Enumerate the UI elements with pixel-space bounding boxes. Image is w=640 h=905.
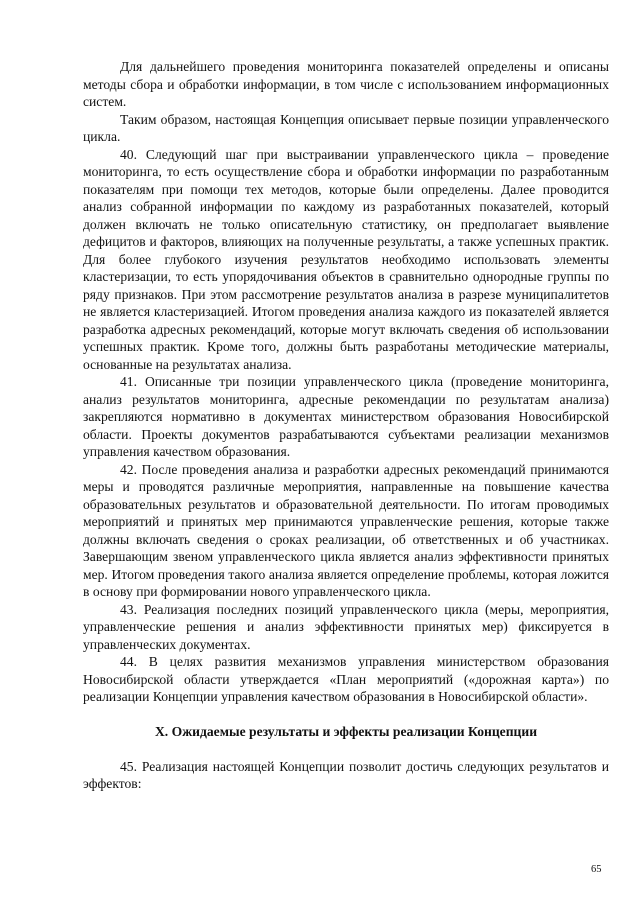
paragraph-41: 41. Описанные три позиции управленческого цикла (проведение мониторинга, анализ результатов мониторинга, адресные рекомендации по результатам анализа) закрепляются нормативно в документах министерством образования Новосибирской области. Проекты документов разрабатываются субъектами реализации механизмов управления качеством образования. <box>83 374 609 459</box>
paragraph-45: 45. Реализация настоящей Концепции позволит достичь следующих результатов и эффектов: <box>83 758 609 791</box>
page-number: 65 <box>591 864 602 875</box>
document-page <box>83 58 609 793</box>
paragraph-monitoring-methods: Для дальнейшего проведения мониторинга показателей определены и описаны методы сбора и обработки информации, в том числе с использованием информационных систем. <box>83 59 609 109</box>
paragraph-concept-summary: Таким образом, настоящая Концепция описывает первые позиции управленческого цикла. <box>83 111 609 144</box>
paragraph-44: 44. В целях развития механизмов управления министерством образования Новосибирской области утверждается «План мероприятий («дорожная карта») по реализации Концепции управления качеством образования в Новосибирской области». <box>83 654 609 704</box>
section-heading: X. Ожидаемые результаты и эффекты реализации Концепции <box>154 723 538 739</box>
paragraph-40: 40. Следующий шаг при выстраивании управленческого цикла – проведение мониторинга, то есть осуществление сбора и обработки информации по разработанным показателям при помощи тех методов, которые были определены. Далее проводится анализ собранной информации по каждому из разработанных показателей, который должен включать не только описательную статистику, он предполагает выявление дефицитов и факторов, влияющих на полученные результаты, а также успешных практик. Для более глубокого изучения результатов необходимо использовать элементы кластеризации, то есть упорядочивания объектов в сравнительно однородные группы по ряду признаков. При этом рассмотрение результатов анализа в разрезе муниципалитетов не является кластеризацией. Итогом проведения анализа каждого из показателей является разработка адресных рекомендаций, которые могут включать сведения об использовании успешных практик. Кроме того, должны быть разработаны методические материалы, основанные на результатах анализа. <box>83 146 609 372</box>
paragraph-43: 43. Реализация последних позиций управленческого цикла (меры, мероприятия, управленческие решения и анализ эффективности принятых мер) фиксируется в управленческих документах. <box>83 601 609 652</box>
paragraph-42: 42. После проведения анализа и разработки адресных рекомендаций принимаются меры и проводятся различные мероприятия, направленные на повышение качества образовательных результатов и образовательной деятельности. По итогам проводимых мероприятий и принятых мер принимаются управленческие решения, которые также должны включать сведения о сроках реализации, об ответственных и об участниках. Завершающим звеном управленческого цикла является анализ эффективности принятых мер. Итогом проведения такого анализа является определение проблемы, которая ложится в основу при формировании нового управленческого цикла. <box>83 461 609 599</box>
